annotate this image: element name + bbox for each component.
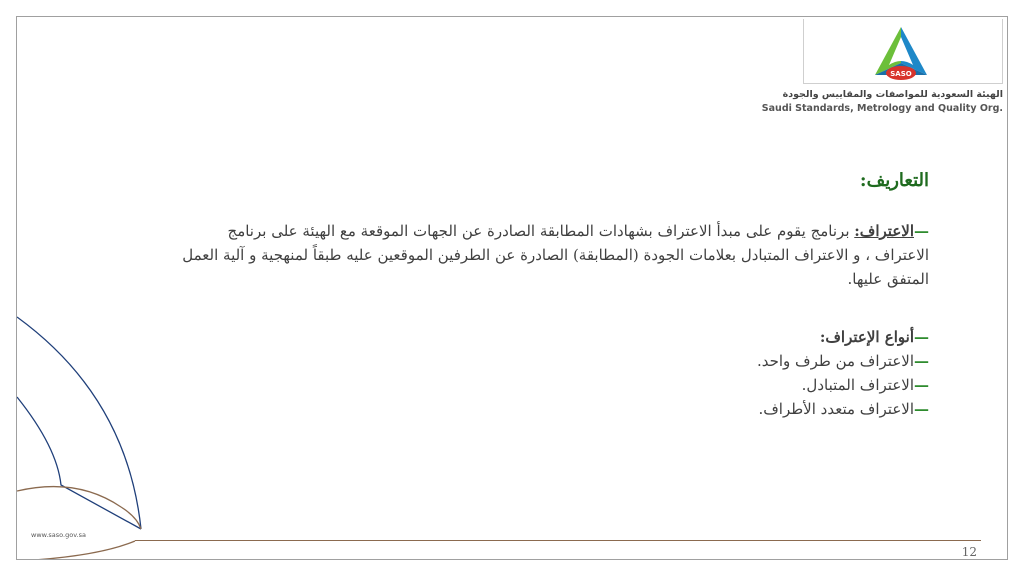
types-list [169,325,929,421]
footer-divider [135,540,981,541]
page-title: التعاريف: [859,170,929,191]
logo-badge-text: SASO [890,70,912,78]
dash-bullet: — [914,222,929,240]
list-item [169,349,929,373]
definition-term: الاعتراف: [854,222,914,240]
types-title: أنواع الإعتراف: [819,328,914,346]
types-title-row [169,325,929,349]
slide [16,16,1008,560]
dash-bullet: — [914,376,929,394]
saso-emblem-icon [869,23,933,87]
footer-url: www.saso.gov.sa [31,531,86,539]
list-item-text: الاعتراف متعدد الأطراف. [758,400,914,418]
page-number: 12 [961,545,977,559]
slide-content [169,169,929,421]
list-item [169,397,929,421]
dash-bullet: — [914,400,929,418]
saso-logo [761,19,1003,119]
decorative-curves [17,307,157,560]
list-item [169,373,929,397]
list-item-text: الاعتراف المتبادل. [801,376,914,394]
dash-bullet: — [914,328,929,346]
logo-english-name: Saudi Standards, Metrology and Quality Org. [761,103,1003,114]
list-item-text: الاعتراف من طرف واحد. [756,352,914,370]
logo-arabic-name: الهيئة السعودية للمواصفات والمقاييس والجودة [782,89,1003,100]
dash-bullet: — [914,352,929,370]
definition-paragraph [169,219,929,291]
definition-text: برنامج يقوم على مبدأ الاعتراف بشهادات المطابقة الصادرة عن الجهات الموقعة مع الهيئة على برنامج الاعتراف ، و الاعتراف المتبادل بعلامات الجودة (المطابقة) الصادرة عن الطرفين الموقعين عليه طبقاً لمنهجية و آلية العمل المتفق عليها. [182,222,929,288]
